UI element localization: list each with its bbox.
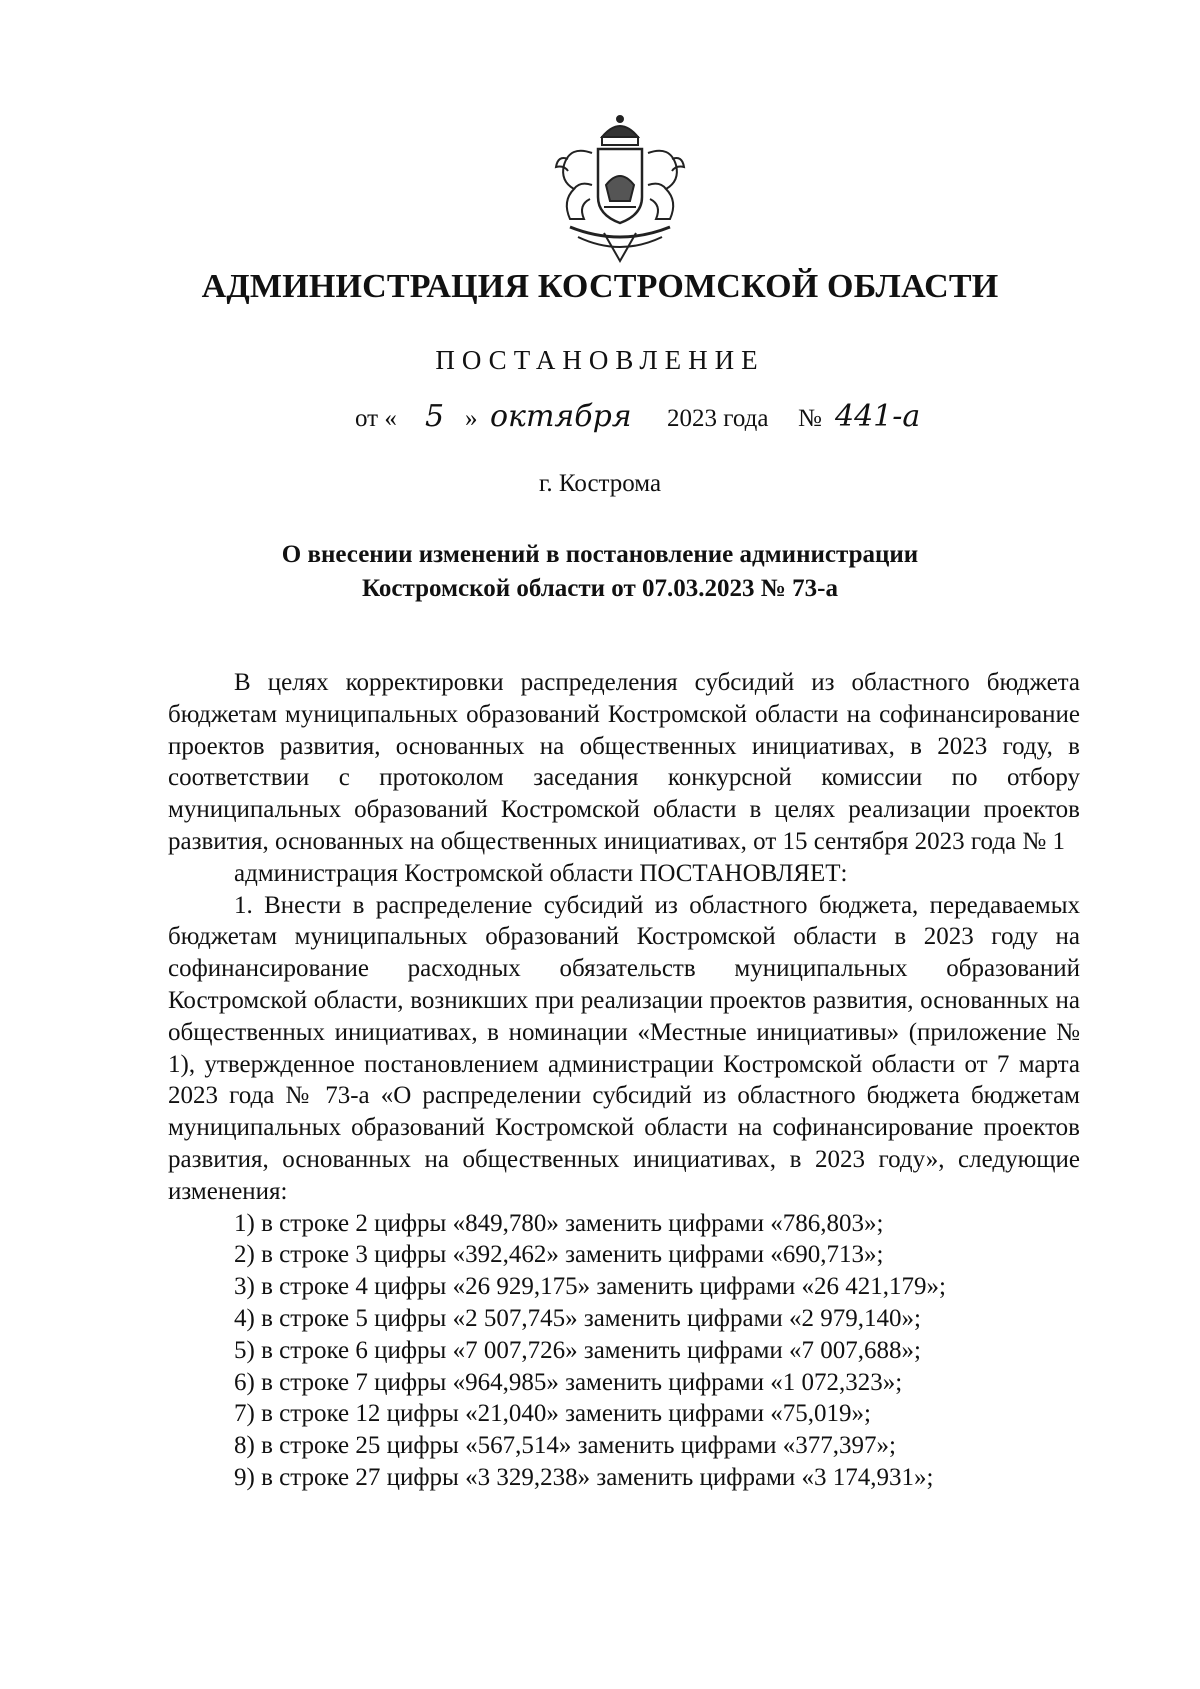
preamble-paragraph: В целях корректировки распределения субсидий из областного бюджета бюджетам муниципальных образований Костромской области на софинансирование проектов развития, основанных на общественных инициативах, в 2023 году, в соответствии с протоколом заседания конкурсной комиссии по отбору муниципальных образований Костромской области в целях реализации проектов развития, основанных на общественных инициативах, от 15 сентября 2023 года № 1 <box>168 669 1080 855</box>
list-item: 8) в строке 25 цифры «567,514» заменить цифрами «377,397»; <box>234 1432 896 1460</box>
list-item: 2) в строке 3 цифры «392,462» заменить цифрами «690,713»; <box>234 1241 884 1269</box>
document-body <box>168 667 1080 1494</box>
date-close-quote: » <box>465 405 478 432</box>
city: г. Кострома <box>538 470 662 497</box>
changes-list <box>168 1208 1080 1494</box>
organization-title: АДМИНИСТРАЦИЯ КОСТРОМСКОЙ ОБЛАСТИ <box>201 268 999 305</box>
list-item: 4) в строке 5 цифры «2 507,745» заменить цифрами «2 979,140»; <box>234 1304 921 1332</box>
document-type: ПОСТАНОВЛЕНИЕ <box>435 345 765 375</box>
document-subject <box>220 538 980 606</box>
date-number-line <box>355 399 1055 445</box>
date-day-handwritten: 5 <box>425 399 445 434</box>
date-prefix: от « <box>355 405 397 432</box>
subject-line-1: О внесении изменений в постановление администрации <box>281 541 919 568</box>
list-item: 1) в строке 2 цифры «849,780» заменить цифрами «786,803»; <box>234 1209 884 1237</box>
date-month-handwritten: октября <box>490 399 632 434</box>
list-item: 6) в строке 7 цифры «964,985» заменить цифрами «1 072,323»; <box>234 1368 903 1396</box>
number-sign: № <box>798 405 822 432</box>
subject-line-2: Костромской области от 07.03.2023 № 73-а <box>362 575 838 602</box>
document-number-handwritten: 441-а <box>835 399 921 434</box>
point-1-paragraph: 1. Внести в распределение субсидий из областного бюджета, передаваемых бюджетам муниципальных образований Костромской области в 2023 году на софинансирование расходных обязательств муниципальных образований Костромской области, возникших при реализации проектов развития, основанных на общественных инициативах, в номинации «Местные инициативы» (приложение № 1), утвержденное постановлением администрации Костромской области от 7 марта 2023 года № 73-а «О распределении субсидий из областного бюджета бюджетам муниципальных образований Костромской области на софинансирование проектов развития, основанных на общественных инициативах, в 2023 году», следующие изменения: <box>168 891 1080 1205</box>
list-item: 5) в строке 6 цифры «7 007,726» заменить цифрами «7 007,688»; <box>234 1336 921 1364</box>
list-item: 3) в строке 4 цифры «26 929,175» заменить цифрами «26 421,179»; <box>234 1273 946 1301</box>
list-item: 7) в строке 12 цифры «21,040» заменить цифрами «75,019»; <box>234 1400 871 1428</box>
resolves-line: администрация Костромской области ПОСТАНОВЛЯЕТ: <box>234 859 848 887</box>
date-year: 2023 года <box>667 405 769 432</box>
list-item: 9) в строке 27 цифры «3 329,238» заменить цифрами «3 174,931»; <box>234 1463 934 1491</box>
coat-of-arms-emblem <box>540 115 700 265</box>
